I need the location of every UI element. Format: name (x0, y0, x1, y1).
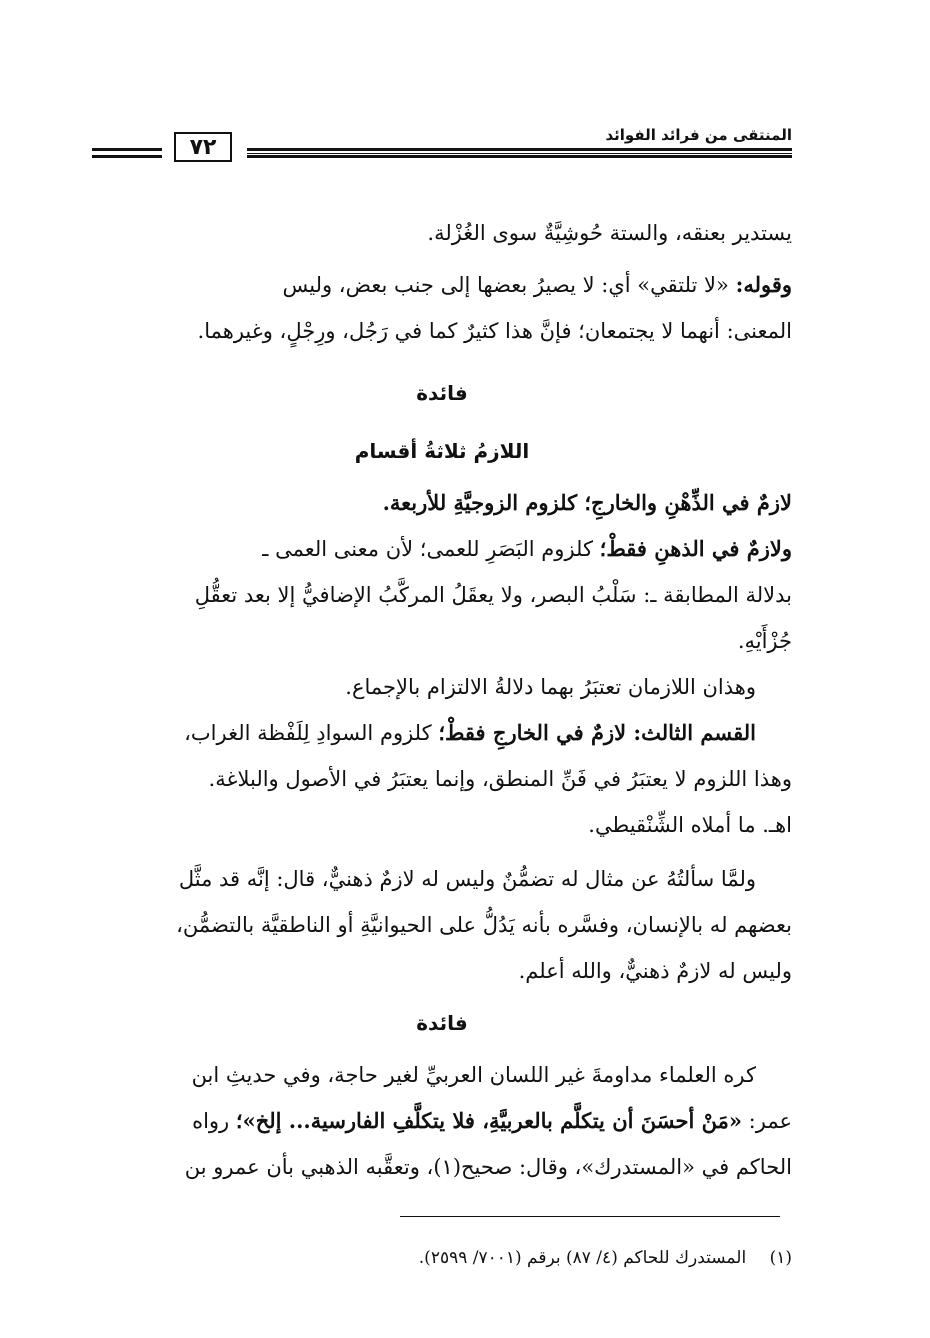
section-heading: فائدة (416, 381, 468, 405)
text: كلزوم السوادِ لِلَفْظة الغراب، (184, 721, 432, 745)
bold-text: وقوله: (735, 272, 792, 297)
paragraph-line: وهذان اللازمان تعتبَرُ بهما دلالةُ الالتزام بالإجماع. (345, 675, 756, 699)
hadith-quote: «مَنْ أحسَنَ أن يتكلَّم بالعربيَّةِ، فلا يتكلَّفِ الفارسية... إلخ»؛ (235, 1108, 742, 1133)
section-subheading: اللازمُ ثلاثةُ أقسام (354, 439, 530, 463)
text: كلزوم البَصَرِ للعمى؛ لأن معنى العمى ـ (262, 537, 593, 561)
page-header (92, 122, 792, 172)
paragraph-line: يستدير بعنقه، والستة حُوشِيَّةٌ سوى الغُزْلة. (427, 221, 792, 245)
bold-text: القسم الثالث: لازمٌ في الخارجِ فقطْ؛ (438, 720, 756, 745)
paragraph-line (92, 526, 792, 572)
paragraph-line (92, 710, 792, 756)
paragraph-line: المعنى: أنهما لا يجتمعان؛ فإنَّ هذا كثيرٌ كما في رَجُل، ورِجْلٍ، وغيرهما. (197, 319, 792, 343)
page-body (92, 210, 792, 1190)
paragraph-line: جُزْأَيْهِ. (737, 629, 792, 653)
paragraph-line (92, 262, 792, 308)
paragraph-line: بعضهم له بالإنسان، وفسَّره بأنه يَدُلُّ على الحيوانيَّةِ أو الناطقيَّة بالتضمُّن، (176, 913, 792, 937)
paragraph-line: كره العلماء مداومةَ غير اللسان العربيِّ لغير حاجة، وفي حديثِ ابن (191, 1063, 756, 1087)
header-rule-short (92, 148, 162, 158)
paragraph-line: وليس له لازمٌ ذهنيٌّ، والله أعلم. (518, 959, 792, 983)
page-number: ٧٢ (174, 132, 232, 162)
bold-text: ولازمٌ في الذهنِ فقطْ؛ (599, 536, 792, 561)
header-rule-long (247, 148, 792, 158)
paragraph-line: الحاكم في «المستدرك»، وقال: صحيح(١)، وتعقَّبه الذهبي بأن عمرو بن (184, 1155, 792, 1179)
paragraph-line: بدلالة المطابقة ـ: سَلْبُ البصر، ولا يعقَلُ المركَّبُ الإضافيُّ إلا بعد تعقُّلِ (194, 583, 792, 607)
paragraph-line (92, 1098, 792, 1144)
paragraph-line: اهـ. ما أملاه الشِّنْقيطي. (588, 813, 792, 837)
text: «لا تلتقي» أي: لا يصيرُ بعضها إلى جنب بعض، وليس (282, 273, 729, 297)
paragraph-line: وهذا اللزوم لا يعتبَرُ في فَنِّ المنطق، وإنما يعتبَرُ في الأصول والبلاغة. (208, 767, 792, 791)
text: رواه (192, 1109, 230, 1133)
footnote-divider (400, 1216, 780, 1217)
footnote-number: (١) (769, 1248, 792, 1268)
footnote-text: المستدرك للحاكم (٤/ ٨٧) برقم (٧٠٠١/ ٢٥٩٩). (418, 1248, 747, 1268)
paragraph-line: ولمَّا سألتُهُ عن مثال له تضمُّنٌ وليس له لازمٌ ذهنيٌّ، قال: إنَّه قد مثَّل (178, 867, 756, 891)
footnote (419, 1248, 792, 1268)
section-heading: فائدة (416, 1011, 468, 1035)
text: عمر: (748, 1109, 792, 1133)
paragraph-line: لازمٌ في الذِّهْنِ والخارجِ؛ كلزوم الزوجيَّةِ للأربعة. (382, 490, 792, 515)
running-title: المنتقى من فرائد الفوائد (605, 126, 792, 144)
